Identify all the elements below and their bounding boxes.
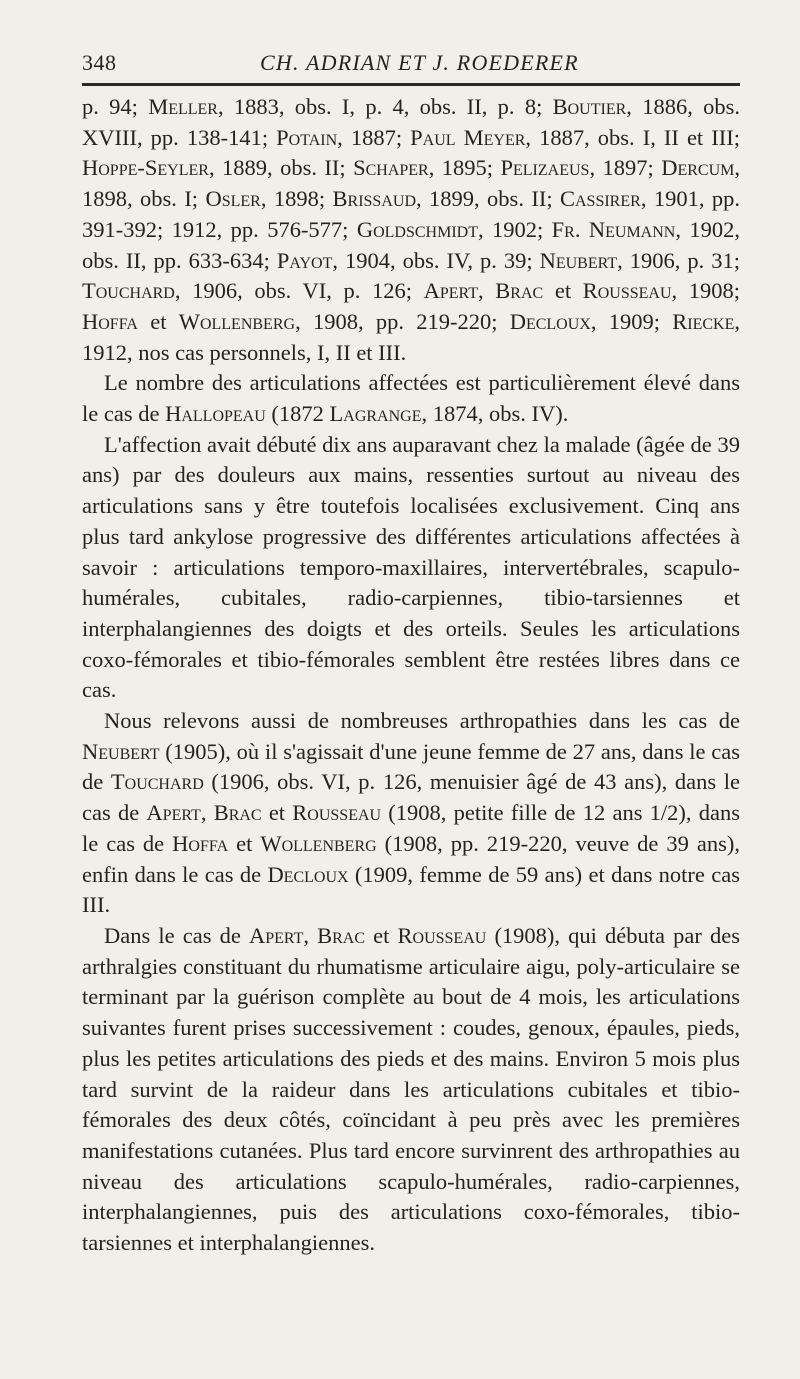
text-run: , — [200, 800, 214, 826]
text-run: , 1886, obs. XVIII, pp. 138-141; — [82, 94, 740, 150]
text-run: L'affection avait débuté dix ans auparavant chez la malade (âgée de 39 ans) par des douleurs aux mains, ressenties surtout au niveau des articulations sans y être toutefois localisées exclusivement. Cinq ans plus tard ankylose progressive des différentes articulations affectées à savoir : articulations temporo-maxillaires, intervertébrales, scapulo-humérales, cubitales, radio-carpiennes, tibio-tarsiennes et interphalangiennes des doigts et des orteils. Seules les articulations coxo-fémorales et tibio-fémorales semblent être restées libres dans ce cas. — [82, 431, 740, 703]
text-run: (1908, pp. 219-220, veuve de 39 ans), enfin dans le cas de — [82, 830, 740, 887]
text-run: , 1889, obs. II; — [208, 155, 354, 181]
text-run: , 1902, obs. II, pp. 633-634; — [82, 216, 741, 273]
author-name: Payot — [276, 247, 333, 273]
text-run: , 1902; — [477, 216, 552, 242]
text-run: , 1909; — [590, 308, 673, 334]
text-run: , 1895; — [428, 155, 501, 181]
body-text — [82, 92, 740, 1259]
text-run: , 1887; — [337, 124, 411, 150]
text-run: , 1912, nos cas personnels, I, II et III. — [82, 308, 740, 365]
text-run: (1872 — [265, 401, 330, 427]
author-name: Brac — [213, 800, 262, 826]
text-run: , 1908, pp. 219-220; — [295, 308, 510, 334]
header-rule — [82, 83, 740, 86]
author-name: Rousseau — [397, 922, 487, 948]
text-run: , 1901, pp. 391-392; 1912, pp. 576-577; — [82, 186, 740, 242]
author-name: Schaper — [353, 155, 429, 181]
paragraph — [82, 368, 740, 429]
author-name: Meller — [148, 94, 218, 119]
paragraph — [82, 921, 740, 1259]
author-name: Brac — [495, 278, 544, 304]
text-run: , 1904, obs. IV, p. 39; — [332, 247, 540, 273]
author-name: Neubert — [539, 247, 618, 273]
text-run: Nous relevons aussi de nombreuses arthropathies dans les cas de — [104, 708, 740, 734]
text-run: , 1887, obs. I, II et III; — [525, 124, 740, 150]
text-run: (1908), qui débuta par des arthralgies constituant du rhumatisme articulaire aigu, poly-articulaire se terminant par la guérison complète au bout de 4 mois, les articulations suivantes furent prises successivement : coudes, genoux, épaules, pieds, plus les petites articulations des pieds et des mains. Environ 5 mois plus tard survint de la raideur dans les articulations cubitales et tibio-fémorales des deux côtés, coïncidant à peu près avec les premières manifestations cutanées. Plus tard encore survinrent des arthropathies au niveau des articulations scapulo-humérales, radio-carpiennes, interphalangiennes, puis des articulations coxo-fémorales, tibio-tarsiennes et interphalangiennes. — [82, 922, 740, 1256]
author-name: Boutier — [552, 94, 627, 119]
author-name: Dercum — [661, 155, 735, 181]
paragraph — [82, 706, 740, 921]
text-run: , — [478, 278, 496, 304]
author-name: Apert — [146, 800, 201, 826]
text-run: , 1874, obs. IV). — [421, 401, 569, 427]
author-name: Rousseau — [582, 278, 672, 304]
author-name: Pelizaeus — [500, 155, 590, 181]
author-name: Brissaud — [332, 186, 416, 212]
text-run: et — [365, 922, 398, 948]
text-run: , 1906, p. 31; — [617, 247, 740, 273]
author-name: Hoppe-Seyler — [82, 155, 209, 181]
text-run: , 1906, obs. VI, p. 126; — [174, 278, 424, 304]
author-name: Wollenberg — [260, 830, 377, 856]
page-header — [82, 50, 740, 82]
page-number: 348 — [82, 50, 117, 75]
text-run: , 1908; — [671, 278, 741, 304]
author-name: Lagrange — [329, 401, 422, 427]
text-run: , 1899, obs. II; — [416, 186, 560, 212]
author-name: Hoffa — [82, 308, 138, 334]
text-run: , 1898, obs. I; — [82, 155, 740, 212]
author-name: Decloux — [267, 861, 349, 887]
author-name: Neubert — [82, 738, 160, 764]
paragraph — [82, 92, 740, 368]
author-name: Brac — [317, 922, 366, 948]
text-run: Dans le cas de — [104, 922, 249, 948]
author-name: Decloux — [509, 308, 591, 334]
text-run: et — [543, 278, 583, 304]
author-name: Riecke — [672, 308, 735, 334]
text-run: (1908, petite fille de 12 ans 1/2), dans le cas de — [82, 800, 741, 856]
author-name: Touchard — [82, 278, 175, 304]
text-run: et — [261, 800, 293, 826]
author-name: Rousseau — [292, 800, 382, 826]
author-name: Fr. Neumann — [551, 216, 676, 242]
text-run: et — [137, 308, 179, 334]
text-run: (1906, obs. VI, p. 126, menuisier âgé de 43 ans), dans le cas de — [82, 769, 740, 826]
author-name: Osler — [205, 186, 261, 212]
text-run: , 1898; — [260, 186, 333, 212]
author-name: Hallopeau — [165, 401, 266, 427]
author-name: Potain — [276, 124, 338, 150]
text-run: , 1897; — [589, 155, 662, 181]
author-name: Cassirer — [560, 186, 641, 212]
running-head: CH. ADRIAN ET J. ROEDERER — [260, 50, 579, 75]
text-run: (1909, femme de 59 ans) et dans notre cas III. — [82, 861, 740, 918]
author-name: Touchard — [110, 769, 204, 795]
author-name: Goldschmidt — [356, 216, 478, 242]
paragraph — [82, 430, 740, 706]
text-run: , — [303, 922, 318, 948]
author-name: Hoffa — [172, 830, 229, 856]
author-name: Wollenberg — [178, 308, 296, 334]
text-run: Le nombre des articulations affectées est particulièrement élevé dans le cas de — [82, 370, 740, 427]
text-run: p. 94; — [82, 94, 149, 119]
author-name: Paul Meyer — [410, 124, 526, 150]
author-name: Apert — [248, 922, 304, 948]
text-run: et — [228, 830, 261, 856]
text-run: (1905), où il s'agissait d'une jeune femme de 27 ans, dans le cas de — [82, 738, 740, 795]
author-name: Apert — [423, 278, 479, 304]
text-run: , 1883, obs. I, p. 4, obs. II, p. 8; — [217, 94, 553, 119]
